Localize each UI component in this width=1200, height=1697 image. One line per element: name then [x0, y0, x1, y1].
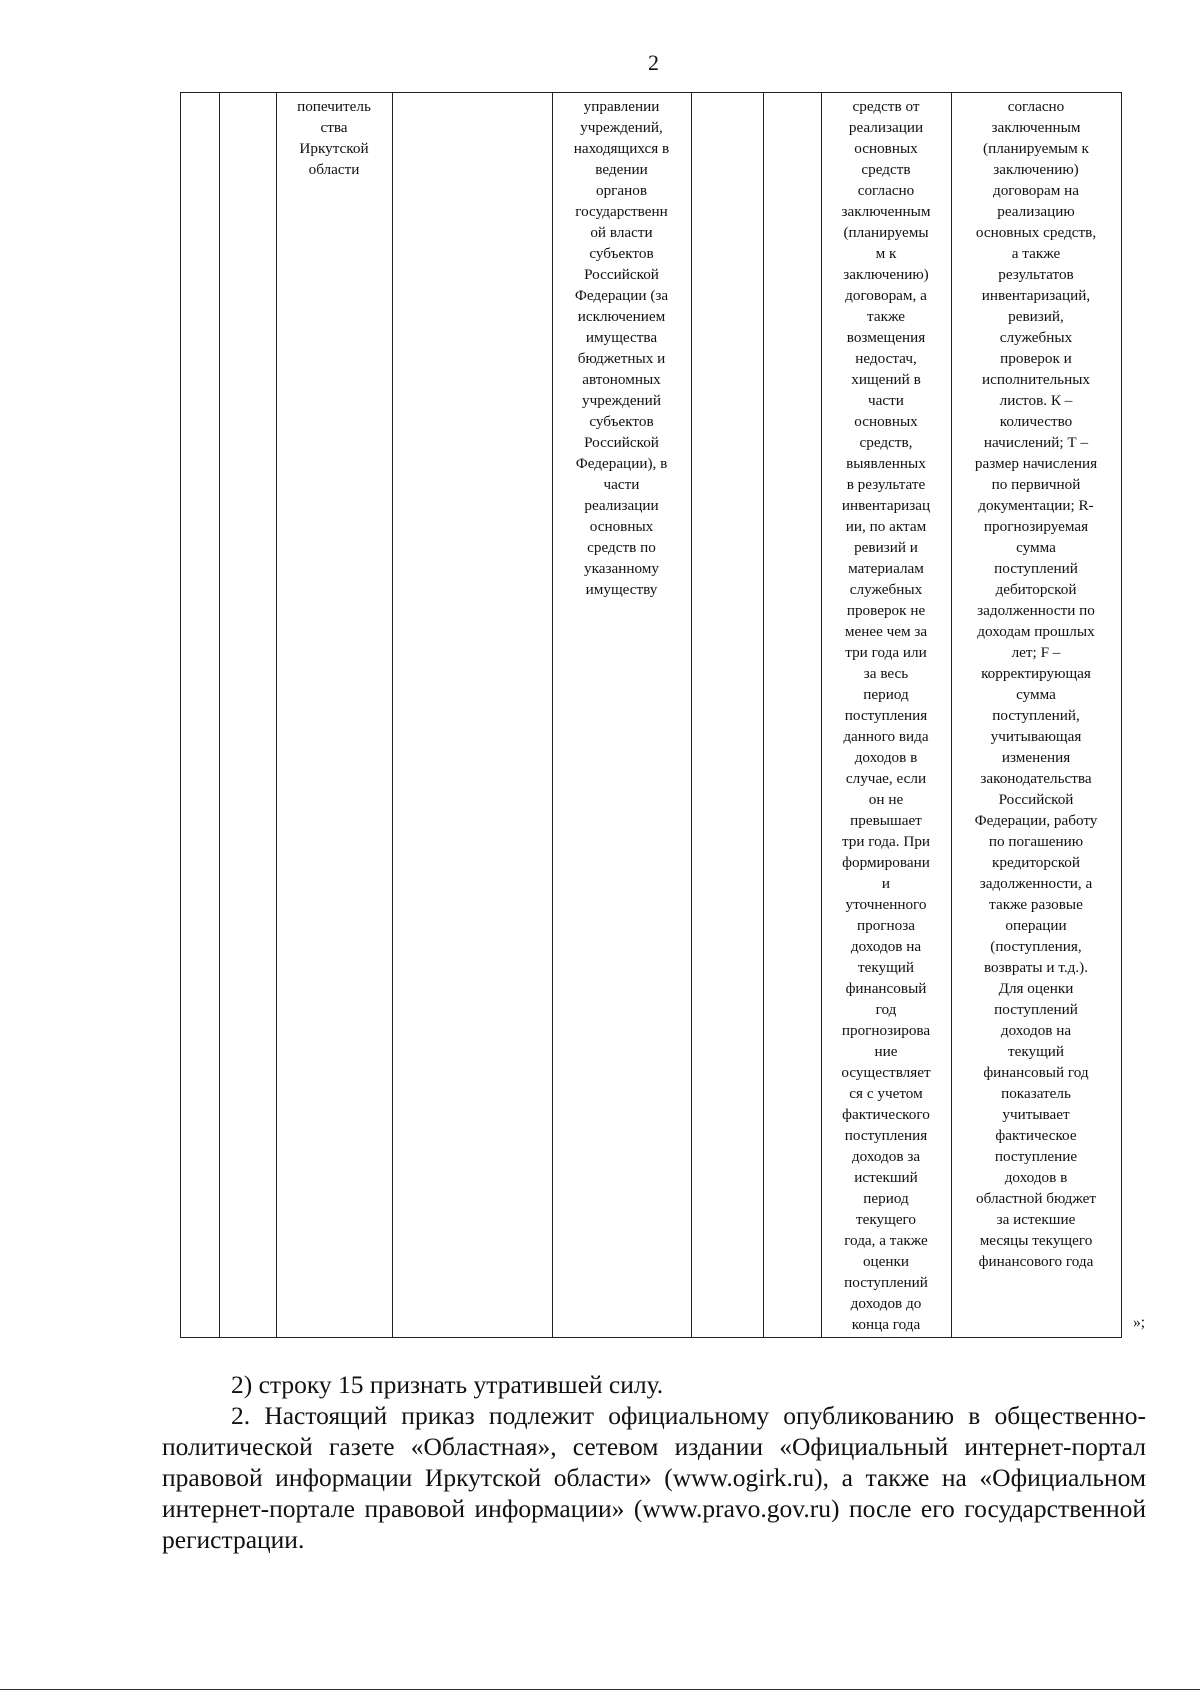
table-column-divider [691, 93, 692, 1337]
table-column-divider [219, 93, 220, 1337]
table-cell-income-name: управлении учреждений, находящихся в ведении органов государственн ой власти субъектов Российской Федерации (за исключением имущества бюджетных и автономных учреждений субъектов Российской Федерации), в части реализации основных средств по указанному имуществу [573, 98, 670, 598]
table-cell-administrator: попечитель ства Иркутской области [297, 98, 371, 178]
paragraph-publication: 2. Настоящий приказ подлежит официальному опубликованию в общественно-политической газете «Областная», сетевом издании «Официальный интернет-портал правовой информации Иркутской области» (www.ogirk.ru), а также на «Официальном интернет-портале правовой информации» (www.pravo.gov.ru) после его государственной регистрации. [162, 1401, 1146, 1554]
table-column-divider [763, 93, 764, 1337]
table-column-divider [392, 93, 393, 1337]
page-number: 2 [648, 50, 659, 75]
table-cell-calculation-method: средств от реализации основных средств согласно заключенным (планируемы м к заключению) договорам, а также возмещения недостач, хищений в части основных средств, выявленных в результате инвентаризац ии, по актам ревизий и материалам служебных проверок не менее чем за три года или за весь период поступления данного вида доходов в случае, если он не превышает три года. При формировани и уточненного прогноза доходов на текущий финансовый год прогнозирова ние осуществляет ся с учетом фактического поступления доходов за истекший период текущего года, а также оценки поступлений доходов до конца года [841, 98, 931, 1333]
table-column-divider [276, 93, 277, 1337]
closing-quote: »; [1133, 1314, 1146, 1331]
table-cell-formula-description: согласно заключенным (планируемым к заключению) договорам на реализацию основных средств, а также результатов инвентаризаций, ревизий, служебных проверок и исполнительных листов. К – количество начислений; Т – размер начисления по первичной документации; R- прогнозируемая сумма поступлений дебиторской задолженности по доходам прошлых лет; F – корректирующая сумма поступлений, учитывающая изменения законодательства Российской Федерации, работу по погашению кредиторской задолженности, а также разовые операции (поступления, возвраты и т.д.). Для оценки поступлений доходов на текущий финансовый год показатель учитывает фактическое поступление доходов в областной бюджет за истекшие месяцы текущего финансового года [974, 98, 1098, 1270]
indicator-table [180, 92, 1122, 1338]
paragraph-strike-row-15: 2) строку 15 признать утратившей силу. [231, 1370, 664, 1399]
bottom-rule [0, 1689, 1200, 1690]
